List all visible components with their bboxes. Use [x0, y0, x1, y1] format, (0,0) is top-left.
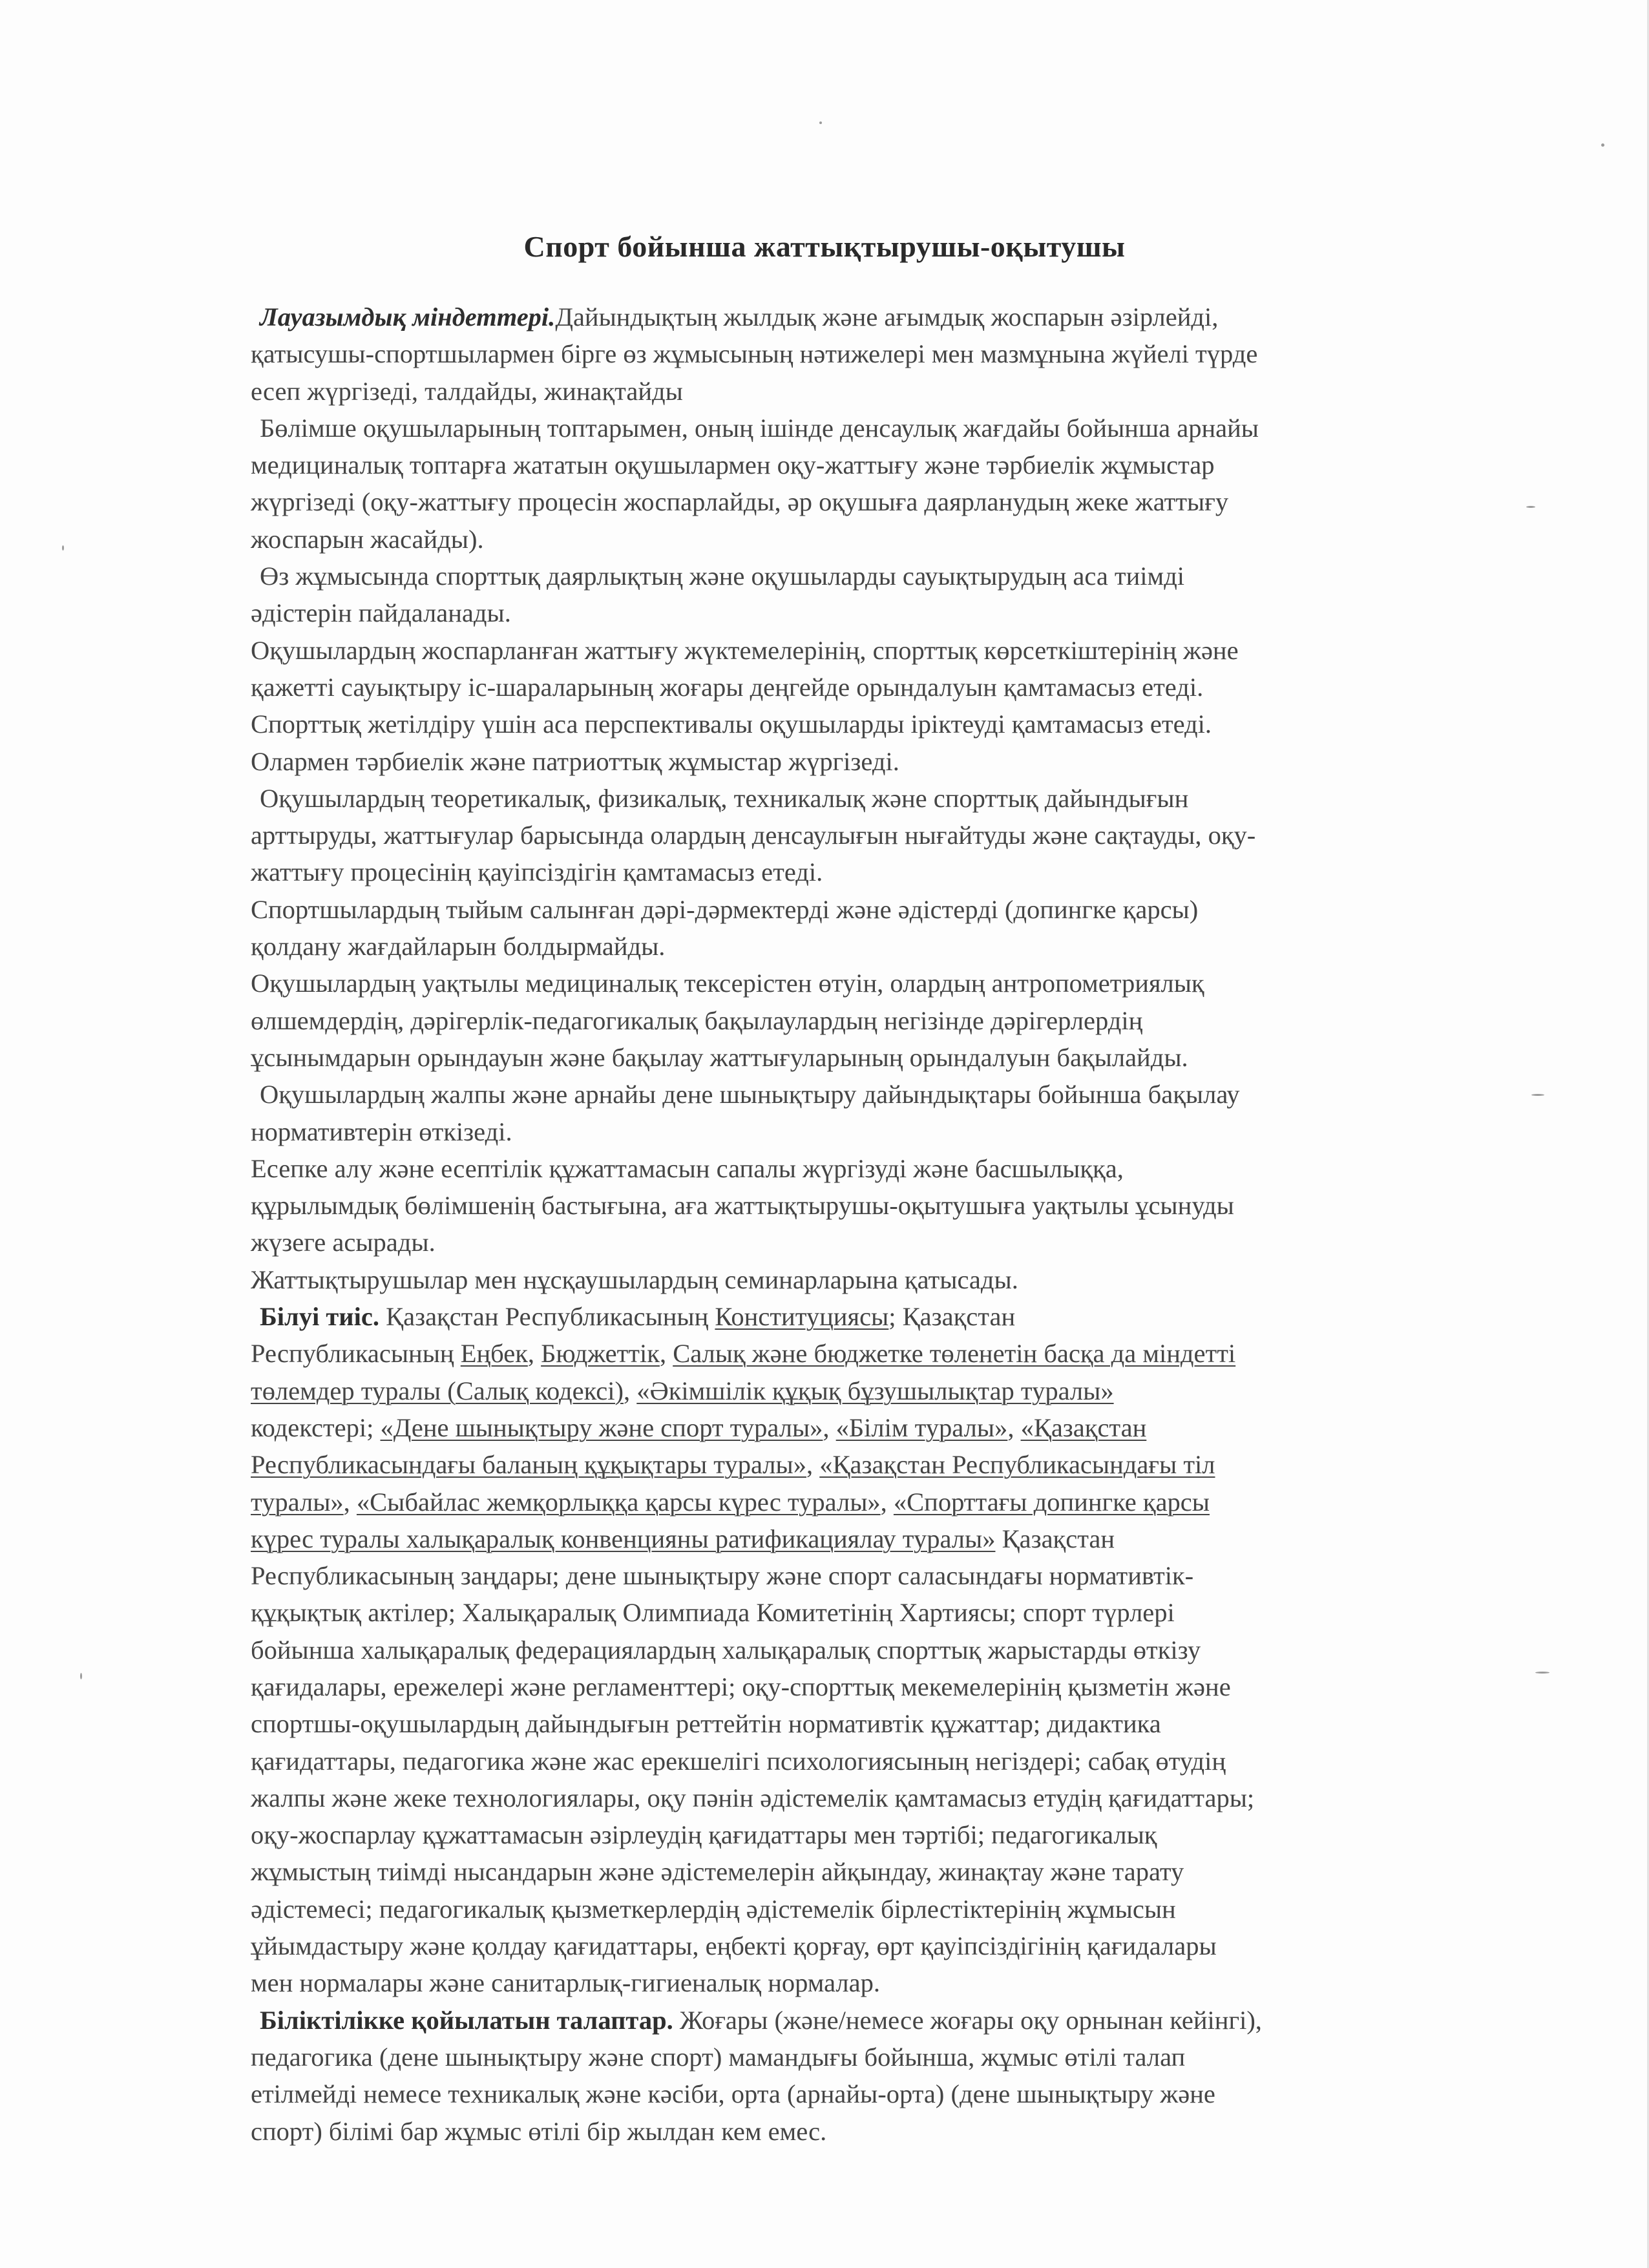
scan-speck [819, 121, 822, 124]
law-link-labor[interactable]: Еңбек [460, 1339, 528, 1369]
law-link-anticorruption[interactable]: «Сыбайлас жемқорлыққа қарсы күрес туралы» [356, 1487, 881, 1517]
knowledge-text: Қазақстан Республикасының [379, 1302, 715, 1332]
law-link-constitution[interactable]: Конституциясы [715, 1302, 889, 1332]
knowledge-line-15: оқу-жоспарлау құжаттамасын әзірлеудің қағидаттары мен тәртібі; педагогикалық [251, 1820, 1157, 1850]
duties-line-11: қажетті сауықтыру іс-шараларының жоғары деңгейде орындалуын қамтамасыз етеді. [251, 672, 1204, 702]
knowledge-line-5 [251, 1446, 1527, 1483]
duties-line-12: Спорттық жетілдіру үшін аса перспективалы оқушыларды іріктеуді қамтамасыз етеді. [251, 709, 1212, 739]
duties-line-4: Бөлімше оқушыларының топтарымен, оның ішінде денсаулық жағдайы бойынша арнайы [260, 413, 1259, 443]
duties-line-8: Өз жұмысында спорттық даярлықтың және оқушыларды сауықтырудың аса тиімді [260, 562, 1185, 591]
knowledge-line-4 [251, 1409, 1527, 1446]
knowledge-heading: Білуі тиіс. [260, 1302, 379, 1332]
knowledge-text: , [659, 1339, 673, 1369]
knowledge-line-16: жұмыстың тиімді нысандарын және әдістемелерін айқындау, жинақтау және тарату [251, 1857, 1184, 1887]
knowledge-line-17: әдістемесі; педагогикалық қызметкерлердің әдістемелік бірлестіктерінің жұмысын [251, 1894, 1176, 1924]
scan-speck [80, 1673, 82, 1679]
duties-line-5: медициналық топтарға жататын оқушылармен оқу-жаттығу және тәрбиелік жұмыстар [251, 450, 1215, 480]
law-link-education[interactable]: «Білім туралы» [835, 1412, 1008, 1442]
qualification-line-4: спорт) білімі бар жұмыс өтілі бір жылдан кем емес. [251, 2116, 827, 2146]
scan-speck [1526, 506, 1535, 508]
law-link-language-part1[interactable]: «Қазақстан Республикасындағы тіл [819, 1450, 1215, 1480]
knowledge-line-14: жалпы және жеке технологиялары, оқу пәнін әдістемелік қамтамасыз етудің қағидаттары; [251, 1783, 1255, 1812]
knowledge-line-13: қағидаттары, педагогика және жас ерекшелігі психологиясының негіздері; сабақ өтудің [251, 1746, 1226, 1776]
duties-line-13: Олармен тәрбиелік және патриоттық жұмыстар жүргізеді. [251, 746, 899, 776]
duties-line-20: өлшемдердің, дәрігерлік-педагогикалық бақылаулардың негізінде дәрігерлердің [251, 1005, 1143, 1035]
knowledge-line-2 [251, 1335, 1527, 1372]
qualification-line-2: педагогика (дене шынықтыру және спорт) мамандығы бойынша, жұмыс өтілі талап [251, 2042, 1186, 2072]
duties-line-25: құрылымдық бөлімшенің бастығына, аға жаттықтырушы-оқытушыға уақтылы ұсынуды [251, 1191, 1234, 1221]
law-link-language-part2[interactable]: туралы» [251, 1487, 344, 1517]
knowledge-text: Республикасының [251, 1339, 461, 1369]
duties-line-6: жүргізеді (оқу-жаттығу процесін жоспарлайды, әр оқушыға даярланудың жеке жаттығу [251, 487, 1229, 517]
duties-line-3: есеп жүргізеді, талдайды, жинақтайды [251, 376, 683, 406]
law-link-antidoping-part1[interactable]: «Спорттағы допингке қарсы [893, 1487, 1210, 1517]
law-link-administrative[interactable]: «Әкімшілік құқық бұзушылықтар туралы» [636, 1376, 1114, 1405]
duties-line-10: Оқушылардың жоспарланған жаттығу жүктемелерінің, спорттық көрсеткіштерінің және [251, 635, 1239, 665]
qualification-line-1 [251, 2002, 1527, 2039]
qualification-line-3: етілмейді немесе техникалық және кәсіби, орта (арнайы-орта) (дене шынықтыру және [251, 2079, 1215, 2109]
duties-line-27: Жаттықтырушылар мен нұсқаушылардың семинарларына қатысады. [251, 1265, 1018, 1294]
knowledge-text: , [880, 1487, 894, 1517]
scan-speck [1535, 1672, 1549, 1674]
duties-line-24: Есепке алу және есептілік құжаттамасын сапалы жүргізуді және басшылыққа, [251, 1153, 1124, 1183]
duties-line-21: ұсынымдарын орындауын және бақылау жаттығуларының орындалуын бақылайды. [251, 1042, 1188, 1072]
knowledge-text: , [527, 1339, 541, 1369]
duties-line-17: Спортшылардың тыйым салынған дәрі-дәрмектерді және әдістерді (допингке қарсы) [251, 894, 1199, 924]
scan-speck [1531, 1094, 1544, 1096]
law-link-child-rights-part1[interactable]: «Қазақстан [1020, 1412, 1147, 1442]
law-link-tax-part2[interactable]: төлемдер туралы (Салық кодексі) [251, 1376, 624, 1405]
duties-line-18: қолдану жағдайларын болдырмайды. [251, 932, 666, 961]
duties-line-7: жоспарын жасайды). [251, 524, 484, 554]
qualification-text: Жоғары (және/немесе жоғары оқу орнынан кейінгі), [673, 2005, 1262, 2035]
knowledge-text: ; Қазақстан [888, 1302, 1016, 1332]
knowledge-line-7 [251, 1520, 1527, 1557]
duties-text: Дайындықтың жылдық және ағымдық жоспарын әзірлейді, [555, 302, 1219, 331]
scan-speck [1601, 143, 1604, 147]
duties-line-1 [251, 299, 1527, 335]
duties-line-19: Оқушылардың уақтылы медициналық тексерістен өтуін, олардың антропометриялық [251, 969, 1204, 998]
knowledge-line-3 [251, 1372, 1527, 1409]
knowledge-text: , [624, 1376, 637, 1405]
knowledge-text: , [343, 1487, 357, 1517]
qualification-heading: Біліктілікке қойылатын талаптар. [260, 2005, 673, 2035]
scan-speck [62, 545, 64, 551]
duties-line-9: әдістерін пайдаланады. [251, 598, 511, 628]
duties-line-16: жаттығу процесінің қауіпсіздігін қамтамасыз етеді. [251, 857, 823, 887]
knowledge-line-1 [251, 1298, 1527, 1335]
duties-line-23: нормативтерін өткізеді. [251, 1117, 512, 1146]
document-title: Спорт бойынша жаттықтырушы-оқытушы [523, 230, 1126, 263]
duties-line-26: жүзеге асырады. [251, 1228, 436, 1257]
duties-line-2: қатысушы-спортшылармен бірге өз жұмысының нәтижелері мен мазмұнына жүйелі түрде [251, 339, 1258, 369]
knowledge-line-19: мен нормалары және санитарлық-гигиеналық нормалар. [251, 1968, 880, 1998]
knowledge-line-9: құқықтық актілер; Халықаралық Олимпиада Комитетінің Хартиясы; спорт түрлері [251, 1598, 1175, 1628]
law-link-sport[interactable]: «Дене шынықтыру және спорт туралы» [380, 1412, 823, 1442]
knowledge-line-11: қағидалары, ережелері және регламенттері; оқу-спорттық мекемелерінің қызметін және [251, 1672, 1231, 1701]
document-body [251, 299, 1527, 2150]
law-link-antidoping-part2[interactable]: күрес туралы халықаралық конвенцияны ратификациялау туралы» [251, 1524, 996, 1553]
duties-line-22: Оқушылардың жалпы және арнайы дене шынықтыру дайындықтары бойынша бақылау [260, 1080, 1240, 1109]
knowledge-text: , [806, 1450, 820, 1480]
duties-line-15: арттыруды, жаттығулар барысында олардың денсаулығын нығайтуды және сақтауды, оқу- [251, 821, 1256, 850]
knowledge-text: , [1007, 1412, 1021, 1442]
knowledge-line-10: бойынша халықаралық федерациялардың халықаралық спорттық жарыстарды өткізу [251, 1635, 1201, 1664]
knowledge-line-18: ұйымдастыру және қолдау қағидаттары, еңбекті қорғау, өрт қауіпсіздігінің қағидалары [251, 1931, 1217, 1961]
knowledge-text: , [823, 1412, 836, 1442]
knowledge-text: кодекстері; [251, 1412, 381, 1442]
duties-heading: Лауазымдық міндеттері. [260, 302, 556, 331]
knowledge-line-6 [251, 1484, 1527, 1520]
law-link-child-rights-part2[interactable]: Республикасындағы баланың құқықтары туралы» [251, 1450, 806, 1480]
law-link-budget[interactable]: Бюджеттік [541, 1339, 660, 1369]
duties-line-14: Оқушылардың теоретикалық, физикалық, техникалық және спорттық дайындығын [260, 783, 1189, 813]
law-link-tax-part1[interactable]: Салық және бюджетке төленетін басқа да міндетті [673, 1339, 1236, 1369]
knowledge-line-12: спортшы-оқушылардың дайындығын реттейтін нормативтік құжаттар; дидактика [251, 1709, 1161, 1739]
knowledge-line-8: Республикасының заңдары; дене шынықтыру және спорт саласындағы нормативтік- [251, 1561, 1194, 1591]
knowledge-text: Қазақстан [995, 1524, 1115, 1553]
